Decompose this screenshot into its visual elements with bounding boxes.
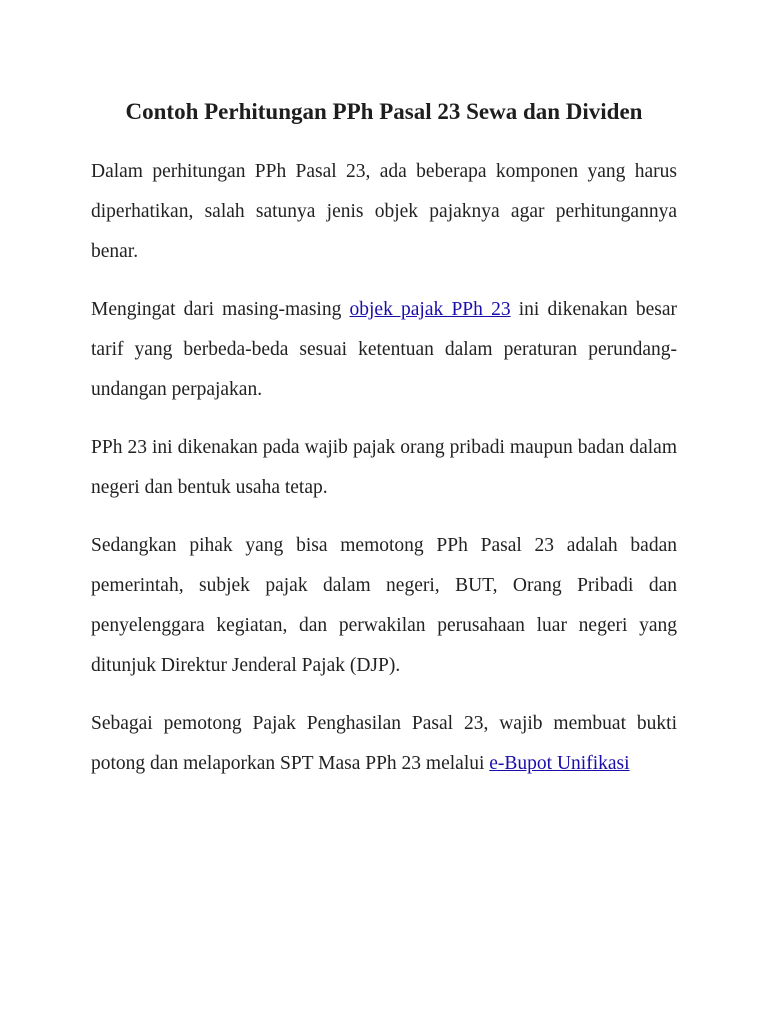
paragraph-subjek: PPh 23 ini dikenakan pada wajib pajak orang pribadi maupun badan dalam negeri dan bentuk usaha tetap. — [91, 437, 677, 498]
document-title: Contoh Perhitungan PPh Pasal 23 Sewa dan Dividen — [125, 99, 643, 124]
document-page — [91, 88, 677, 802]
paragraph-bukti-potong — [91, 704, 677, 784]
paragraph-pemotong: Sedangkan pihak yang bisa memotong PPh Pasal 23 adalah badan pemerintah, subjek pajak dalam negeri, BUT, Orang Pribadi dan penyelenggara kegiatan, dan perwakilan perusahaan luar negeri yang ditunjuk Direktur Jenderal Pajak (DJP). — [91, 535, 677, 676]
paragraph-intro: Dalam perhitungan PPh Pasal 23, ada beberapa komponen yang harus diperhatikan, salah satunya jenis objek pajaknya agar perhitungannya benar. — [91, 161, 677, 262]
objek-pajak-pph23-link[interactable]: objek pajak PPh 23 — [349, 299, 511, 320]
paragraph-bukti-potong-text: Sebagai pemotong Pajak Penghasilan Pasal 23, wajib membuat bukti potong dan melaporkan SPT Masa PPh 23 melalui — [91, 713, 677, 774]
paragraph-tarif-text-start: Mengingat dari masing-masing — [91, 299, 350, 320]
paragraph-tarif-text-end: ini dikenakan besar tarif yang berbeda-beda sesuai ketentuan dalam peraturan perundang-undangan perpajakan. — [91, 299, 677, 400]
e-bupot-unifikasi-link[interactable]: e-Bupot Unifikasi — [489, 753, 630, 774]
paragraph-tarif — [91, 290, 677, 410]
